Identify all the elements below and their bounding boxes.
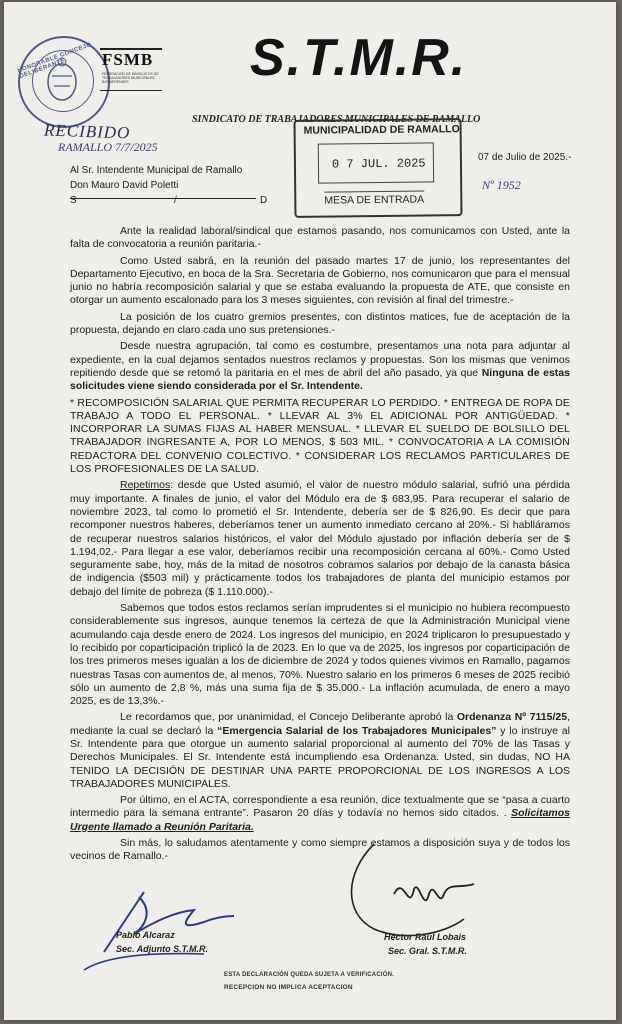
letter-body	[70, 225, 570, 867]
addressee-s: S	[70, 195, 77, 206]
stamp-office: MUNICIPALIDAD DE RAMALLO	[303, 123, 460, 137]
letter-date: 07 de Julio de 2025.-	[478, 152, 572, 163]
entry-number: Nº 1952	[482, 178, 521, 192]
paragraph-6	[70, 479, 570, 599]
right-signer-name: Héctor Raúl Lobais	[384, 932, 467, 942]
paragraph-9-a: Por último, en el ACTA, correspondiente a esa reunión, dice textualmente que se “pasa a cuarto intermedio para la semana entrante”. Pasaron 20 días y todavía no hemos sido citados. .	[70, 794, 570, 820]
ordinance-number: Ordenanza Nº 7115/25	[456, 711, 568, 724]
addressee-line-1: Al Sr. Intendente Municipal de Ramallo	[70, 165, 243, 176]
paragraph-4	[70, 340, 570, 393]
paragraph-1: Ante la realidad laboral/sindical que estamos pasando, nos comunicamos con Usted, ante la falta de convocatoria a reunión paritaria.-	[70, 225, 570, 251]
paragraph-3: La posición de los cuatro gremios presentes, con distintos matices, fue de aceptación de la propuesta, dejando en claro cada uno sus pretensiones.-	[70, 310, 570, 337]
paragraph-8-a: Le recordamos que, por unanimidad, el Concejo Deliberante aprobó la	[120, 711, 457, 724]
paragraph-8-e: y lo instruye al Sr. Intendente para que otorgue un aumento salarial proporcional al aumento del 70% de las Tasas y Derechos Municipales. El Sr. Intendente está incumpliendo esa Ordenanza. Usted, sin dudas, NO HA TENIDO LA DECISIÓN DE DESTINAR UNA PARTE PROPORCIONAL DE LOS INGRESOS A LOS TRABAJADORES MUNICIPALES.	[70, 724, 570, 790]
paragraph-6-lead: Repetimos	[120, 479, 171, 492]
page-title: S.T.M.R.	[250, 29, 468, 87]
addressee-slash: /	[174, 195, 177, 206]
footer-line-2: RECEPCION NO IMPLICA ACEPTACION	[224, 984, 353, 991]
union-name: SINDICATO DE TRABAJADORES MUNICIPALES DE RAMALLO	[192, 114, 481, 125]
paragraph-9	[70, 794, 570, 834]
received-date: RAMALLO 7/7/2025	[58, 140, 158, 154]
left-signer-role: Sec. Adjunto S.T.M.R.	[116, 944, 208, 954]
closing-paragraph: Sin más, lo saludamos atentamente y como siempre estamos a disposición suya y de todos los vecinos de Ramallo.-	[70, 837, 570, 863]
paragraph-7: Sabemos que todos estos reclamos serían imprudentes si el municipio no hubiera recompuesto considerablemente sus ingresos, aunque tenemos la certeza de que la Administración Municipal viene acumulando caja desde enero de 2024. Los ingresos del municipio, en 2024 triplicaron lo presupuestado y lo recibido por coparticipación triplicó la de 2023. En lo que va de 2025, los ingresos por coparticipación de los tres primeros meses igualan a los de diciembre de 2024 y todos quienes vivimos en Ramallo, pagamos nuestras Tasas con aumentos de, al menos, 70%. Nuestro salario en los primeros 6 meses de 2025 recibió sólo un aumento de 2,8 %, más una suma fija de $ 35.000.- La inflación acumulada, de enero a mayo 2025, es de 13,3%.-	[70, 602, 570, 708]
left-signature-icon	[84, 882, 244, 972]
paragraph-4-bold: Ninguna de estas solicitudes viene siendo considerada por el Sr. Intendente.	[70, 366, 570, 393]
received-mark: RECIBIDO	[43, 120, 131, 143]
right-signer-role: Sec. Gral. S.T.M.R.	[388, 946, 467, 956]
paragraph-4-a: Desde nuestra agrupación, tal como es costumbre, presentamos una nota para adjuntar al expediente, en la cual dejamos sentados nuestros reclamos y propuestas. Son los mismas que venimos repitiendo desde que se retomó la paritaria en el mes de abril del año pasado, ya que	[70, 340, 570, 379]
salary-emergency: “Emergencia Salarial de los Trabajadores Municipales”	[217, 724, 497, 737]
left-signer-name: Pablo Alcaraz	[116, 930, 175, 940]
seal-text: HONORABLE CONCEJO DELIBERANTE	[16, 41, 93, 81]
entry-stamp	[293, 118, 462, 218]
letter-page	[4, 2, 616, 1020]
stamp-date: 0 7 JUL. 2025	[331, 156, 426, 172]
concejo-seal	[18, 36, 110, 128]
addressee-d: D	[260, 195, 268, 206]
addressee-line-2: Don Mauro David Poletti	[70, 180, 179, 191]
footer-line-1: ESTA DECLARACIÓN QUEDA SUJETA A VERIFICACIÓN.	[224, 972, 395, 978]
paragraph-6-text: : desde que Usted asumió, el valor de nuestro módulo salarial, sufrió una pérdida muy importante. A finales de junio, el valor del Módulo era de $ 683,95. Para recuperar el salario de noviembre 2023, tal como lo prometió el Sr. Intendente, debería ser de $ 826,90. Es decir que para recomponer nuestros haberes, deberíamos tener un aumento inmediato cercano al 20%.- Si hablláramos de recuperar nuestros salarios históricos, el valor del Módulo ajustado por inflación debería ser de $ 1.194,02.- Para llegar a ese valor, deberíamos recibir una recomposición cercana al 60%.- Como Usted seguramente sabe, hoy, más de la mitad de nosotros cobramos salarios por debajo de la canasta básica de indigencia ($503 mil) y prácticamente todos los trabajadores de planta del municipio estamos por debajo del límite de pobreza ($ 1.110.000).-	[70, 479, 570, 598]
paragraph-2	[70, 255, 570, 308]
paragraph-8-c: , mediante la cual se declaró la	[70, 711, 570, 737]
fsmb-logo: FSMB	[102, 50, 154, 69]
right-signature-icon	[334, 834, 514, 944]
fsmb-logo-subtext: FEDERACION DE SINDICATOS DE TRABAJADORES MUNICIPALES BONAERENSES	[102, 72, 159, 84]
demands-list: * RECOMPOSICIÓN SALARIAL QUE PERMITA RECUPERAR LO PERDIDO. * ENTREGA DE ROPA DE TRABAJO A TODO EL PERSONAL. * LLEVAR AL 3% EL ADICIONAL POR ANTIGÜEDAD. * INCORPORAR LA SUMAS FIJAS AL HABER MENSUAL. * LLEVAR EL SUELDO DE BOLSILLO DEL TRABAJADOR INGRESANTE A, POR LO MENOS, $ 503 MIL. * CONVOCATORIA A LA COMISIÓN REDACTORA DEL CONVENIO COLECTIVO. * CONSIDERAR LOS RECLAMOS PARTICULARES DE LOS PROFESIONALES DE LA SALUD.	[70, 396, 570, 476]
addressee-underline	[70, 198, 256, 199]
paragraph-8	[70, 711, 570, 791]
paragraph-2-a: Como Usted sabrá, en la reunión del pasado martes 17 de junio, los representantes del	[120, 254, 570, 267]
paragraph-2-b: Departamento Ejecutivo, en boca de la Sra. Secretaria de Gobierno, nos comunicaron que para el mensual junio no habría recomposición salarial y que se estaba evaluando la propuesta de ATE, que consiste en otorgar un aumento escalonado para los 3 meses siguientes, con revisión al final del trimestre.-	[70, 267, 570, 307]
urgent-request: Solicitamos Urgente llamado a Reunión Paritaria.	[70, 807, 570, 833]
stamp-desk: MESA DE ENTRADA	[324, 191, 424, 207]
